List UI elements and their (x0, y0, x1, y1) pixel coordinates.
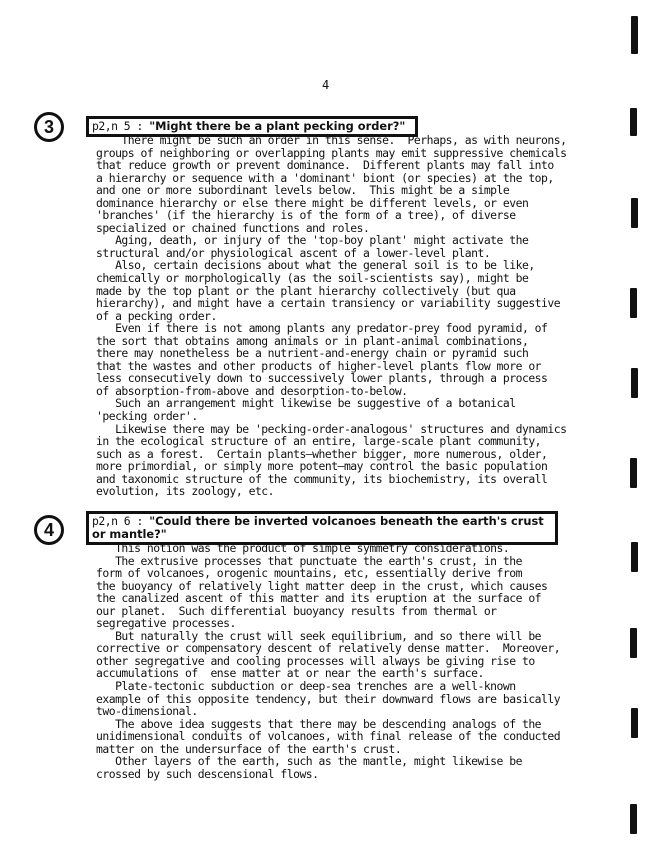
margin-scan-mark (631, 198, 638, 228)
note-3-reference: p2,n 5 : (92, 119, 143, 133)
note-3-line: that reduce growth or prevent dominance. Different plants may fall into (96, 158, 554, 173)
note-3-line: Also, certain decisions about what the general soil is to be like, (96, 258, 535, 273)
note-3-title: "Might there be a plant pecking order?" (149, 119, 406, 133)
note-4-line: the buoyancy of relatively light matter deep in the crust, which causes (96, 578, 548, 593)
note-3-line: 'pecking order'. (96, 409, 198, 424)
note-3-line: there may nonetheless be a nutrient-and-energy chain or pyramid such (96, 346, 529, 361)
margin-scan-mark (631, 16, 638, 54)
note-4-line: form of volcanoes, orogenic mountains, etc, essentially derive from (96, 566, 522, 581)
note-3-line: such as a forest. Certain plants—whether bigger, more numerous, older, (96, 446, 548, 461)
note-3-line: made by the top plant or the plant hierarchy collectively (but qua (96, 283, 516, 298)
note-3-line: evolution, its zoology, etc. (96, 484, 275, 499)
margin-scan-mark (631, 368, 638, 398)
note-4-line: accumulations of ense matter at or near the earth's surface. (96, 666, 484, 681)
note-3-line: 'branches' (if the hierarchy is of the form of a tree), of diverse (96, 208, 516, 223)
note-3-line: Aging, death, or injury of the 'top-boy plant' might activate the (96, 233, 529, 248)
note-3-line: and one or more subordinant levels below. This might be a simple (96, 183, 510, 198)
note-4-body (96, 542, 596, 780)
margin-scan-mark (630, 804, 637, 834)
note-4-line: unidimensional conduits of volcanoes, with final release of the conducted (96, 729, 561, 744)
note-4-heading-box (86, 511, 558, 545)
note-4-line: the canalized ascent of this matter and its eruption at the surface of (96, 591, 542, 606)
note-4-line: matter on the undersurface of the earth's crust. (96, 741, 402, 756)
note-4-reference: p2,n 6 : (92, 514, 143, 528)
note-3-line: of absorption-from-above and desorption-to-below. (96, 383, 408, 398)
note-3-line: a hierarchy or sequence with a 'dominant' biont (or species) at the top, (96, 170, 554, 185)
note-3-line: more primordial, or simply more potent—may control the basic population (96, 459, 548, 474)
note-4-line: The above idea suggests that there may be descending analogs of the (96, 716, 542, 731)
note-4-line: The extrusive processes that punctuate the earth's crust, in the (96, 553, 522, 568)
note-3-line: the sort that obtains among animals or in plant-animal combinations, (96, 333, 529, 348)
note-3-line: Such an arrangement might likewise be suggestive of a botanical (96, 396, 516, 411)
note-4-line: example of this opposite tendency, but their downward flows are basically (96, 691, 561, 706)
note-4-line: segregative processes. (96, 616, 236, 631)
note-4-circled-number: 4 (34, 515, 64, 545)
note-4-title-line-1: "Could there be inverted volcanoes beneath the earth's crust (149, 514, 544, 528)
note-4-line: This notion was the product of simple symmetry considerations. (96, 541, 510, 555)
note-4-line: Other layers of the earth, such as the mantle, might likewise be (96, 754, 522, 769)
note-3-line: specialized or chained functions and roles. (96, 220, 370, 235)
note-3-line: chemically or morphologically (as the soil-scientists say), might be (96, 271, 529, 286)
note-4-line: Plate-tectonic subduction or deep-sea trenches are a well-known (96, 679, 516, 694)
note-3-line: and taxonomic structure of the community, its biochemistry, its overall (96, 471, 548, 486)
note-4-line: our planet. Such differential buoyancy results from thermal or (96, 603, 497, 618)
note-3-line: in the ecological structure of an entire, large-scale plant community, (96, 434, 542, 449)
note-3-line: hierarchy), and might have a certain transiency or variability suggestive (96, 296, 561, 311)
note-3-line: structural and/or physiological ascent of a lower-level plant. (96, 245, 491, 260)
note-3-line: Even if there is not among plants any predator-prey food pyramid, of (96, 321, 548, 336)
note-4-line: crossed by such descensional flows. (96, 766, 319, 781)
margin-scan-mark (631, 542, 638, 572)
margin-scan-mark (630, 108, 637, 136)
note-3-line: that the wastes and other products of higher-level plants flow more or (96, 358, 542, 373)
note-3-circled-number: 3 (34, 112, 64, 142)
note-3-line: dominance hierarchy or else there might be different levels, or even (96, 195, 529, 210)
note-3-line: groups of neighboring or overlapping plants may emit suppressive chemicals (96, 145, 567, 160)
note-3-line: There might be such an order in this sense. Perhaps, as with neurons, (96, 133, 567, 147)
note-3-line: less consecutively down to successively lower plants, through a process (96, 371, 548, 386)
margin-scan-mark (630, 628, 637, 658)
note-3-line: Likewise there may be 'pecking-order-analogous' structures and dynamics (96, 421, 567, 436)
note-4-line: But naturally the crust will seek equilibrium, and so there will be (96, 628, 542, 643)
note-3-body (96, 134, 596, 498)
note-4-line: corrective or compensatory descent of relatively dense matter. Moreover, (96, 641, 561, 656)
note-4-title-line-2: or mantle?" (92, 526, 167, 541)
margin-scan-mark (630, 458, 637, 488)
note-4-line: other segregative and cooling processes will always be giving rise to (96, 653, 535, 668)
note-4-line: two-dimensional. (96, 704, 198, 719)
margin-scan-mark (630, 288, 637, 318)
margin-scan-mark (631, 708, 638, 738)
page-number: 4 (322, 78, 330, 92)
note-3-line: of a pecking order. (96, 308, 217, 323)
